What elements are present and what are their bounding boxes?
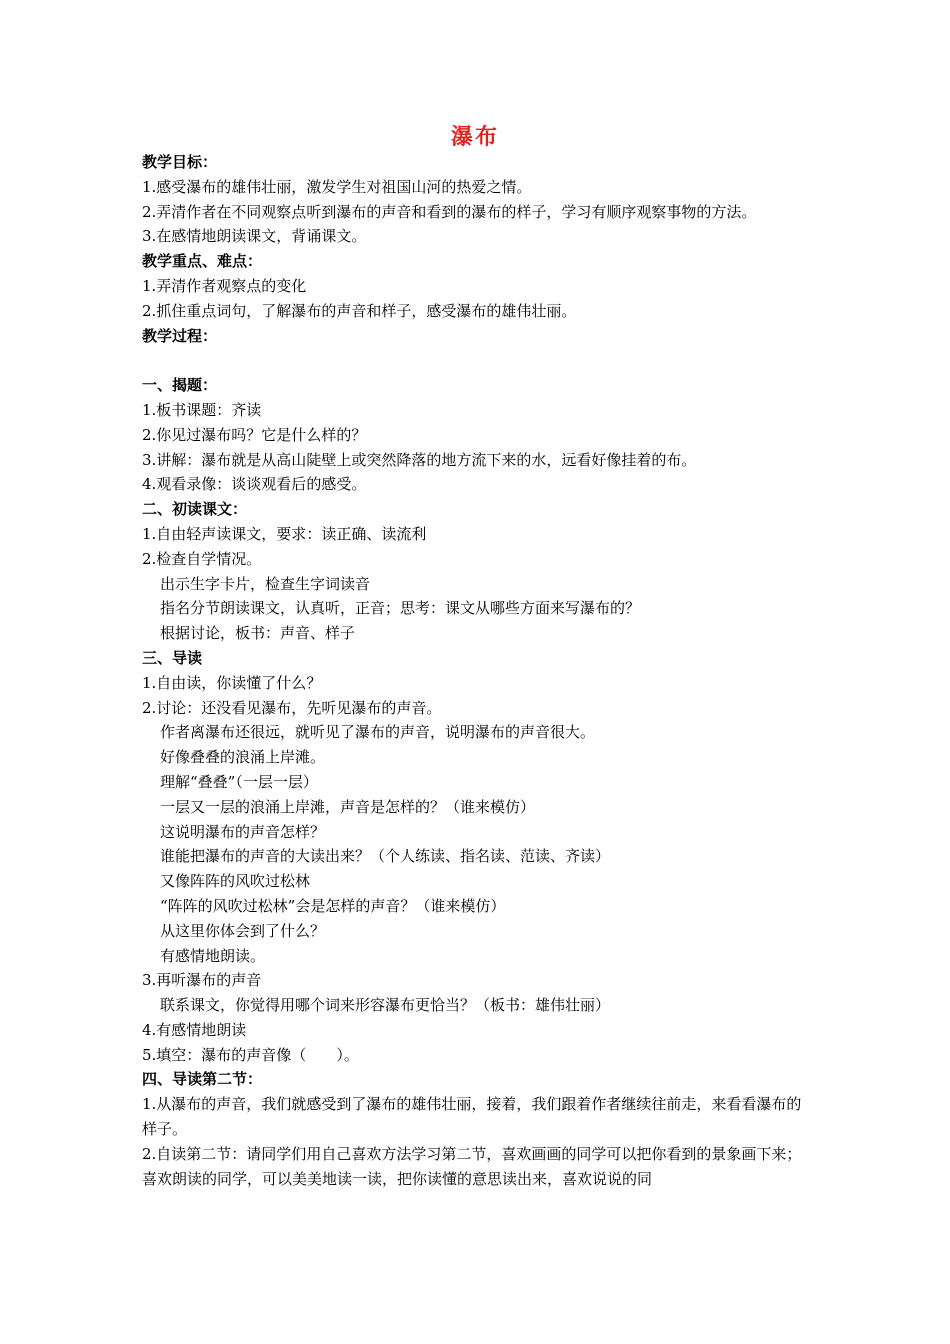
body-line: 2.抓住重点词句，了解瀑布的声音和样子，感受瀑布的雄伟壮丽。 — [142, 301, 577, 320]
body-line: 4.观看录像：谈谈观看后的感受。 — [142, 475, 367, 494]
body-line: 5.填空：瀑布的声音像（ ）。 — [142, 1045, 359, 1064]
paragraph-line: 2.弄清作者在不同观察点听到瀑布的声音和看到的瀑布的样子，学习有顺序观察事物的方法。 — [142, 202, 757, 221]
section-heading: 四、导读第二节： — [142, 1070, 263, 1089]
document-body — [142, 150, 812, 1191]
section-heading: 教学过程： — [142, 326, 218, 345]
paragraph-line: 1.从瀑布的声音，我们就感受到了瀑布的雄伟壮丽，接着，我们跟着作者继续往前走，来看看瀑布的样子。 — [142, 1095, 802, 1139]
indented-line: “阵阵的风吹过松林”会是怎样的声音？（谁来模仿） — [160, 896, 506, 915]
body-line: 2.讨论：还没看见瀑布，先听见瀑布的声音。 — [142, 698, 442, 717]
indented-line: 指名分节朗读课文，认真听，正音；思考：课文从哪些方面来写瀑布的？ — [160, 599, 641, 618]
section-heading: 三、导读 — [142, 648, 203, 667]
body-line: 2.检查自学情况。 — [142, 549, 262, 568]
body-line: 2.你见过瀑布吗？它是什么样的？ — [142, 425, 367, 444]
section-heading: 教学重点、难点： — [142, 252, 263, 271]
section-heading: 一、揭题： — [142, 376, 218, 395]
indented-line: 谁能把瀑布的声音的大读出来？（个人练读、指名读、范读、齐读） — [160, 847, 611, 866]
section-heading: 二、初读课文： — [142, 500, 248, 519]
body-line: 3.再听瀑布的声音 — [142, 971, 262, 990]
indented-line: 又像阵阵的风吹过松林 — [160, 872, 311, 891]
body-line: 1.感受瀑布的雄伟壮丽，激发学生对祖国山河的热爱之情。 — [142, 177, 532, 196]
body-line: 1.自由读，你读懂了什么？ — [142, 673, 322, 692]
body-line: 1.弄清作者观察点的变化 — [142, 276, 307, 295]
indented-line: 出示生字卡片，检查生字词读音 — [160, 574, 371, 593]
body-line: 1.板书课题：齐读 — [142, 400, 262, 419]
indented-line: 联系课文，你觉得用哪个词来形容瀑布更恰当？（板书：雄伟壮丽） — [160, 996, 611, 1015]
section-heading: 教学目标： — [142, 153, 218, 171]
indented-line: 一层又一层的浪涌上岸滩，声音是怎样的？（谁来模仿） — [160, 797, 536, 816]
indented-line: 从这里你体会到了什么？ — [160, 921, 326, 940]
body-line: 1.自由轻声读课文，要求：读正确、读流利 — [142, 524, 427, 543]
indented-line: 理解“叠叠”（一层一层） — [160, 772, 318, 791]
indented-line: 作者离瀑布还很远，就听见了瀑布的声音，说明瀑布的声音很大。 — [160, 723, 596, 742]
body-line: 3.讲解：瀑布就是从高山陡壁上或突然降落的地方流下来的水，远看好像挂着的布。 — [142, 450, 697, 469]
indented-line: 根据讨论，板书：声音、样子 — [160, 624, 356, 643]
indented-line: 这说明瀑布的声音怎样？ — [160, 822, 326, 841]
document-title: 瀑布 — [450, 124, 499, 150]
indented-line: 好像叠叠的浪涌上岸滩。 — [160, 748, 326, 767]
paragraph-line: 2.自读第二节：请同学们用自己喜欢方法学习第二节，喜欢画画的同学可以把你看到的景象画下来；喜欢朗读的同学，可以美美地读一读，把你读懂的意思读出来，喜欢说说的同 — [142, 1144, 802, 1188]
blank-line — [142, 348, 812, 373]
indented-line: 有感情地朗读。 — [160, 946, 266, 965]
body-line: 4.有感情地朗读 — [142, 1020, 247, 1039]
body-line: 3.在感情地朗读课文，背诵课文。 — [142, 227, 367, 246]
